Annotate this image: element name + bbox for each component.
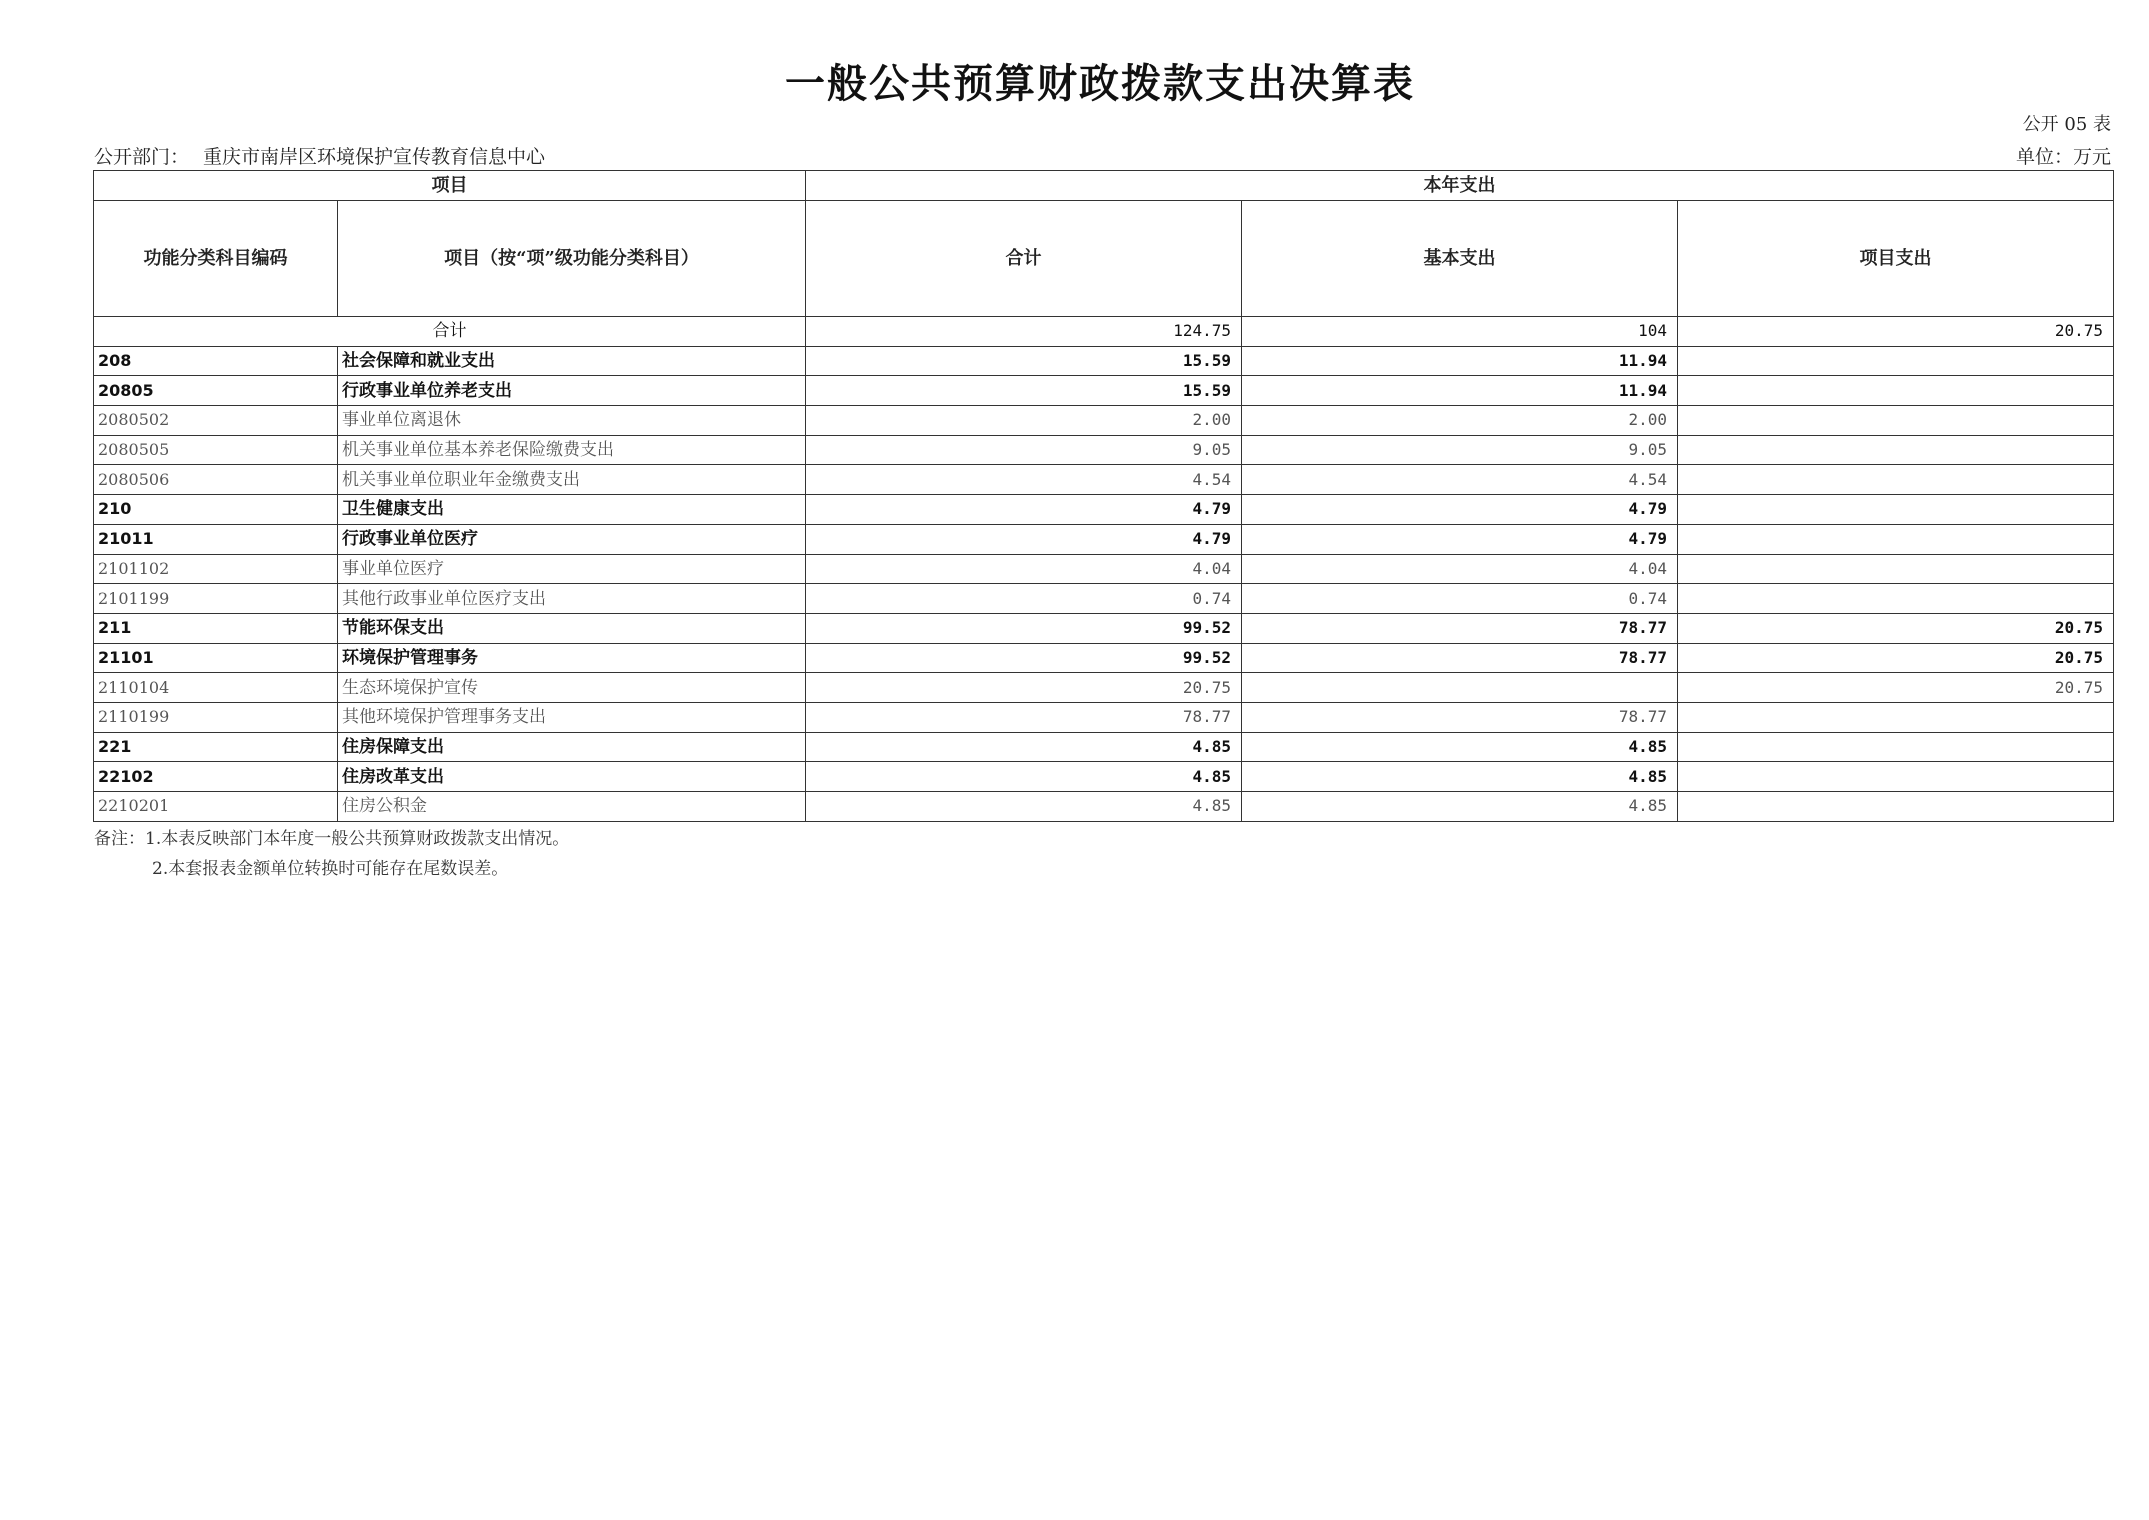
row-code: 211 (94, 613, 338, 643)
row-total: 4.04 (806, 554, 1242, 584)
row-total: 4.85 (806, 732, 1242, 762)
table-number: 公开 05 表 (2022, 114, 2111, 135)
row-code: 2101102 (94, 554, 338, 584)
row-code: 2080505 (94, 435, 338, 465)
table-row (94, 554, 2114, 584)
row-total: 99.52 (806, 613, 1242, 643)
row-name: 住房公积金 (338, 792, 806, 822)
row-basic: 4.85 (1242, 762, 1678, 792)
table-row (94, 584, 2114, 614)
row-project (1678, 376, 2114, 406)
row-name: 其他环境保护管理事务支出 (338, 702, 806, 732)
department-label: 公开部门： (94, 146, 190, 168)
row-name: 住房保障支出 (338, 732, 806, 762)
row-name: 行政事业单位医疗 (338, 524, 806, 554)
row-total: 4.54 (806, 465, 1242, 495)
row-basic: 78.77 (1242, 643, 1678, 673)
total-label: 合计 (94, 317, 806, 347)
row-project (1678, 346, 2114, 376)
row-project (1678, 465, 2114, 495)
header-name: 项目（按“项”级功能分类科目） (338, 201, 806, 317)
row-project (1678, 792, 2114, 822)
row-basic: 4.85 (1242, 732, 1678, 762)
table-row (94, 435, 2114, 465)
table-row (94, 762, 2114, 792)
header-code: 功能分类科目编码 (94, 201, 338, 317)
table-row (94, 643, 2114, 673)
row-total: 4.79 (806, 495, 1242, 525)
row-project (1678, 406, 2114, 436)
row-basic: 11.94 (1242, 346, 1678, 376)
row-name: 社会保障和就业支出 (338, 346, 806, 376)
header-total: 合计 (806, 201, 1242, 317)
note-1: 备注：1.本表反映部门本年度一般公共预算财政拨款支出情况。 (94, 829, 570, 849)
row-total: 15.59 (806, 346, 1242, 376)
row-name: 事业单位离退休 (338, 406, 806, 436)
row-code: 2080506 (94, 465, 338, 495)
row-basic: 0.74 (1242, 584, 1678, 614)
row-total: 4.85 (806, 762, 1242, 792)
row-name: 机关事业单位职业年金缴费支出 (338, 465, 806, 495)
row-code: 21011 (94, 524, 338, 554)
department-line (94, 142, 545, 169)
row-project (1678, 702, 2114, 732)
row-project (1678, 584, 2114, 614)
row-total: 2.00 (806, 406, 1242, 436)
expenditure-table (93, 170, 2114, 822)
row-code: 2110199 (94, 702, 338, 732)
row-name: 节能环保支出 (338, 613, 806, 643)
row-basic: 2.00 (1242, 406, 1678, 436)
row-code: 208 (94, 346, 338, 376)
row-project (1678, 495, 2114, 525)
row-project: 20.75 (1678, 673, 2114, 703)
row-code: 20805 (94, 376, 338, 406)
row-basic: 4.04 (1242, 554, 1678, 584)
row-code: 2210201 (94, 792, 338, 822)
row-basic: 78.77 (1242, 702, 1678, 732)
header-item: 项目 (94, 171, 806, 201)
row-name: 环境保护管理事务 (338, 643, 806, 673)
header-row-sub (94, 201, 2114, 317)
row-code: 210 (94, 495, 338, 525)
note-2: 2.本套报表金额单位转换时可能存在尾数误差。 (152, 859, 509, 879)
row-name: 生态环境保护宣传 (338, 673, 806, 703)
table-row (94, 495, 2114, 525)
row-name: 机关事业单位基本养老保险缴费支出 (338, 435, 806, 465)
row-basic: 11.94 (1242, 376, 1678, 406)
table-row (94, 346, 2114, 376)
table-row (94, 792, 2114, 822)
row-total: 78.77 (806, 702, 1242, 732)
row-basic: 4.79 (1242, 524, 1678, 554)
header-current-year: 本年支出 (806, 171, 2114, 201)
header-project: 项目支出 (1678, 201, 2114, 317)
department-name: 重庆市南岸区环境保护宣传教育信息中心 (203, 146, 546, 168)
row-name: 住房改革支出 (338, 762, 806, 792)
row-project (1678, 554, 2114, 584)
row-basic: 9.05 (1242, 435, 1678, 465)
row-code: 2110104 (94, 673, 338, 703)
row-project (1678, 732, 2114, 762)
row-name: 其他行政事业单位医疗支出 (338, 584, 806, 614)
row-code: 2080502 (94, 406, 338, 436)
table-row (94, 524, 2114, 554)
row-project: 20.75 (1678, 643, 2114, 673)
table-row (94, 702, 2114, 732)
row-total: 15.59 (806, 376, 1242, 406)
row-basic (1242, 673, 1678, 703)
row-total: 4.79 (806, 524, 1242, 554)
row-total: 99.52 (806, 643, 1242, 673)
row-name: 卫生健康支出 (338, 495, 806, 525)
unit-label: 单位：万元 (2015, 146, 2111, 168)
row-basic: 4.85 (1242, 792, 1678, 822)
row-project: 20.75 (1678, 613, 2114, 643)
row-code: 221 (94, 732, 338, 762)
total-amount: 124.75 (806, 317, 1242, 347)
row-name: 事业单位医疗 (338, 554, 806, 584)
row-code: 22102 (94, 762, 338, 792)
table-row (94, 673, 2114, 703)
row-total: 20.75 (806, 673, 1242, 703)
notes (94, 824, 569, 884)
row-code: 2101199 (94, 584, 338, 614)
header-basic: 基本支出 (1242, 201, 1678, 317)
row-basic: 4.79 (1242, 495, 1678, 525)
total-project: 20.75 (1678, 317, 2114, 347)
table-row (94, 406, 2114, 436)
row-project (1678, 762, 2114, 792)
table-row (94, 732, 2114, 762)
row-basic: 78.77 (1242, 613, 1678, 643)
row-name: 行政事业单位养老支出 (338, 376, 806, 406)
report-title: 一般公共预算财政拨款支出决算表 (785, 60, 1415, 107)
row-total: 4.85 (806, 792, 1242, 822)
row-project (1678, 524, 2114, 554)
row-basic: 4.54 (1242, 465, 1678, 495)
row-total: 9.05 (806, 435, 1242, 465)
header-row-top (94, 171, 2114, 201)
total-basic: 104 (1242, 317, 1678, 347)
row-total: 0.74 (806, 584, 1242, 614)
table-row (94, 613, 2114, 643)
total-row (94, 317, 2114, 347)
table-row (94, 465, 2114, 495)
row-code: 21101 (94, 643, 338, 673)
row-project (1678, 435, 2114, 465)
table-row (94, 376, 2114, 406)
